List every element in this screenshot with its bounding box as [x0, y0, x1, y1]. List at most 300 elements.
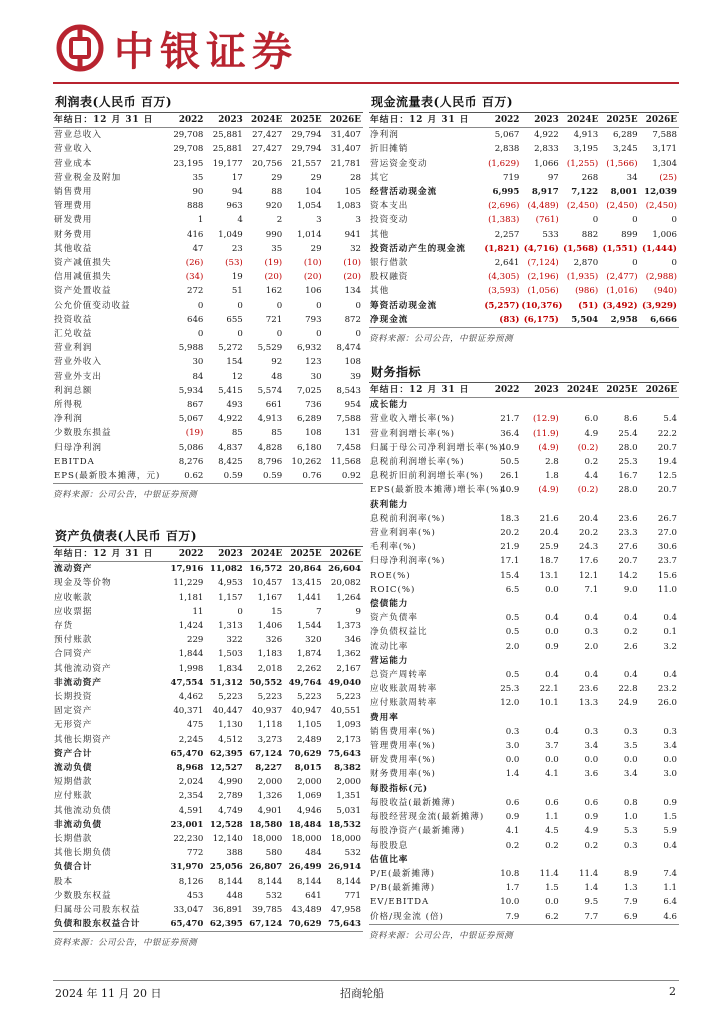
table-row — [369, 128, 679, 143]
cell-value: 4.5 — [545, 826, 559, 837]
cell-value: 2,489 — [296, 734, 322, 745]
cell-value: (3,929) — [641, 300, 677, 311]
cell-value: 0.59 — [223, 471, 243, 482]
cell-value: 1,049 — [218, 229, 243, 240]
footer-date: 2024 年 11 月 20 日 — [55, 987, 162, 1000]
table-row — [53, 199, 363, 213]
cell-value: 26,914 — [328, 862, 361, 873]
cell-value: 1,066 — [534, 158, 559, 169]
cell-value: 27,427 — [252, 144, 283, 155]
cell-value: 25.3 — [618, 457, 638, 468]
cell-value: 1.0 — [623, 812, 638, 823]
cell-value: 1,054 — [296, 201, 322, 212]
cell-value: 49,040 — [328, 677, 361, 688]
cell-value: 867 — [186, 400, 204, 411]
cell-value: 0.4 — [663, 840, 677, 851]
table-row — [369, 299, 679, 313]
table-row — [53, 775, 363, 789]
cell-value: 2,262 — [296, 663, 322, 674]
cell-value: 0.2 — [584, 840, 599, 851]
cell-value: 475 — [186, 720, 204, 731]
table-row — [369, 711, 679, 725]
cell-value: 22.2 — [657, 428, 677, 439]
cell-value: 5,223 — [336, 692, 361, 703]
cell-value: 2024E — [245, 547, 284, 562]
row-label: 其他 — [370, 286, 390, 297]
table-row — [53, 676, 363, 690]
row-label: 年结日：12 月 31 日 — [369, 383, 482, 398]
cell-value: 62,395 — [209, 919, 243, 930]
cell-value: 0 — [632, 215, 638, 226]
cell-value: 0.2 — [545, 840, 559, 851]
cell-value: 0.8 — [623, 797, 638, 808]
cell-value: 5,272 — [218, 343, 243, 354]
cell-value: 108 — [305, 428, 322, 439]
cell-value: 39,785 — [252, 905, 283, 916]
cell-value: 941 — [344, 229, 361, 240]
cell-value: (12.9) — [532, 414, 559, 425]
cell-value: 4,828 — [257, 442, 283, 453]
cell-value: 5,574 — [257, 385, 283, 396]
cell-value: 5,529 — [257, 343, 283, 354]
cell-value: 2022 — [482, 383, 521, 398]
cell-value: 4.6 — [663, 911, 677, 922]
cell-value: 20.2 — [500, 528, 520, 539]
cell-value: 0.0 — [663, 755, 677, 766]
cell-value: 2022 — [482, 113, 521, 128]
cell-value: 19.4 — [657, 457, 677, 468]
cell-value: 416 — [186, 229, 204, 240]
cell-value: 23.2 — [657, 684, 677, 695]
table-row — [369, 654, 679, 668]
cell-value: 49,764 — [288, 677, 322, 688]
table-row — [53, 875, 363, 889]
cell-value: 2023 — [521, 383, 560, 398]
table-row — [53, 704, 363, 718]
cell-value: 4,913 — [573, 130, 599, 141]
cell-value: 2,641 — [494, 258, 520, 269]
cell-value: 36,891 — [212, 905, 243, 916]
cell-value — [600, 711, 639, 725]
cell-value: 4,913 — [257, 414, 283, 425]
cell-value: (0.2) — [577, 442, 599, 453]
cell-value: 40.9 — [500, 442, 520, 453]
cell-value: 2025E — [284, 547, 323, 562]
table-row — [369, 597, 679, 611]
cell-value: 6.2 — [545, 911, 559, 922]
cell-value: 26.0 — [657, 698, 677, 709]
row-label: 资本支出 — [370, 201, 409, 212]
cell-value: 14.2 — [618, 570, 638, 581]
cell-value: 25,056 — [209, 862, 243, 873]
cell-value — [482, 498, 521, 512]
balance-source-note: 资料来源：公司公告，中银证券预测 — [53, 931, 363, 950]
cell-value: 0.4 — [584, 670, 599, 681]
cell-value: 25,881 — [212, 130, 243, 141]
cell-value: 31,970 — [170, 862, 204, 873]
row-label: 应付账款 — [54, 791, 93, 802]
cell-value: 882 — [581, 229, 599, 240]
table-row — [53, 142, 363, 156]
cell-value: 8,796 — [257, 456, 283, 467]
table-row — [369, 469, 679, 483]
cell-value — [482, 597, 521, 611]
cell-value: 2025E — [600, 113, 639, 128]
cell-value: 320 — [305, 635, 322, 646]
row-label: 投资活动产生的现金流 — [370, 243, 466, 254]
brand-name: 中银证券 — [114, 29, 298, 75]
cell-value: 90 — [192, 187, 204, 198]
cell-value: 2026E — [324, 113, 363, 128]
cell-value: 1.5 — [663, 812, 677, 823]
row-label: 公允价值变动收益 — [54, 300, 131, 311]
row-label: 资产合计 — [54, 748, 93, 759]
row-label: 财务费用率(%) — [370, 769, 436, 780]
cell-value: 899 — [621, 229, 638, 240]
cell-value: 23.6 — [579, 684, 599, 695]
cell-value: 15 — [271, 606, 283, 617]
table-row — [369, 157, 679, 171]
cell-value: 23,001 — [170, 819, 204, 830]
bank-of-china-logo-icon — [56, 24, 104, 72]
cell-value — [482, 782, 521, 796]
table-row — [369, 270, 679, 284]
cell-value: 6,180 — [296, 442, 322, 453]
cell-value: 0.4 — [545, 670, 559, 681]
cell-value: (7,124) — [527, 258, 559, 269]
cell-value: 70,629 — [288, 919, 322, 930]
table-row — [53, 242, 363, 256]
cell-value: 8,144 — [336, 876, 361, 887]
cell-value: 1,183 — [257, 649, 283, 660]
cell-value: 3,273 — [257, 734, 283, 745]
table-row — [369, 583, 679, 597]
cell-value: 0.59 — [263, 471, 283, 482]
cell-value: 0.0 — [505, 755, 520, 766]
table-row — [53, 662, 363, 676]
table-row — [369, 853, 679, 867]
page-header — [0, 0, 724, 90]
cell-value: 0.6 — [505, 797, 520, 808]
cell-value: 13.3 — [579, 698, 599, 709]
cell-value: 0.3 — [623, 840, 638, 851]
row-label: EPS(最新股本摊薄)增长率(%) — [370, 485, 504, 496]
cell-value: 2023 — [205, 113, 244, 128]
cell-value: 2022 — [166, 547, 205, 562]
table-row — [53, 733, 363, 747]
cell-value: 3.7 — [545, 741, 559, 752]
cell-value: 1,844 — [178, 649, 204, 660]
cell-value: 10.0 — [500, 897, 520, 908]
cell-value: 0.6 — [545, 797, 559, 808]
cell-value: 0.6 — [584, 797, 599, 808]
table-row — [369, 512, 679, 526]
cell-value: 326 — [265, 635, 283, 646]
cell-value: 2 — [276, 215, 283, 226]
cell-value: 162 — [265, 286, 283, 297]
cell-value — [600, 597, 639, 611]
cell-value: 0.3 — [505, 726, 520, 737]
cell-value: 75,643 — [328, 919, 361, 930]
table-row — [53, 157, 363, 171]
cell-value: 26,604 — [328, 564, 361, 575]
cell-value: 11,229 — [173, 578, 204, 589]
cell-value: 23.3 — [618, 528, 638, 539]
cell-value: 8,227 — [255, 763, 283, 774]
cell-value: 10.1 — [539, 698, 559, 709]
row-label: 筹资活动现金流 — [370, 300, 438, 311]
cell-value: 4,749 — [218, 805, 243, 816]
table-row — [369, 526, 679, 540]
cell-value: 1.4 — [505, 769, 520, 780]
cell-value: 17.6 — [579, 556, 599, 567]
table-row — [53, 313, 363, 327]
cell-value: 4,591 — [178, 805, 204, 816]
cell-value: 0 — [316, 329, 322, 340]
cell-value: 1,326 — [257, 791, 283, 802]
cell-value: 229 — [186, 635, 204, 646]
row-label: 投资变动 — [370, 215, 409, 226]
table-header-row — [369, 113, 679, 128]
cell-value: 11,082 — [209, 564, 243, 575]
cell-value: 40,371 — [173, 706, 204, 717]
cell-value: 0.4 — [663, 613, 677, 624]
cell-value — [521, 498, 560, 512]
table-row — [369, 839, 679, 853]
cell-value — [561, 597, 600, 611]
cell-value: 34 — [626, 172, 638, 183]
cell-value: 23,195 — [173, 158, 204, 169]
cell-value: 793 — [305, 314, 322, 325]
cell-value: 13,415 — [291, 578, 322, 589]
row-label: 归母净利润率(%) — [370, 556, 446, 567]
cell-value: (1,444) — [641, 243, 677, 254]
cell-value: 12,039 — [644, 187, 677, 198]
row-label: 年结日：12 月 31 日 — [369, 113, 482, 128]
table-row — [369, 242, 679, 256]
row-label: 管理费用 — [54, 201, 93, 212]
row-label: 长期借款 — [54, 834, 93, 845]
cell-value: 272 — [186, 286, 204, 297]
cell-value: 0 — [671, 258, 677, 269]
cell-value: 0.3 — [663, 726, 677, 737]
table-row — [53, 185, 363, 199]
row-label: 其它 — [370, 172, 390, 183]
row-label: 成长能力 — [370, 400, 409, 411]
cell-value: 43,489 — [291, 905, 322, 916]
table-row — [53, 832, 363, 846]
income-statement-title: 利润表(人民币 百万) — [53, 92, 363, 113]
table-row — [369, 199, 679, 213]
cell-value: 123 — [305, 357, 322, 368]
cell-value: 6,289 — [296, 414, 322, 425]
table-row — [369, 881, 679, 895]
cell-value: 3.2 — [663, 641, 677, 652]
cell-value: 2.0 — [584, 641, 599, 652]
cell-value: 2,789 — [218, 791, 243, 802]
cell-value: 48 — [271, 371, 283, 382]
row-label: 营业利润增长率(%) — [370, 428, 456, 439]
table-header-row — [369, 383, 679, 398]
cell-value: 7.9 — [623, 897, 638, 908]
row-label: 股权融资 — [370, 272, 409, 283]
table-row — [369, 625, 679, 639]
cell-value: (10) — [343, 258, 361, 269]
cell-value: 4.9 — [584, 428, 599, 439]
financial-ratios-table — [369, 383, 679, 924]
cell-value: (3,492) — [602, 300, 638, 311]
cell-value — [482, 711, 521, 725]
cell-value — [600, 853, 639, 867]
cell-value: 84 — [192, 371, 204, 382]
cell-value: 2,838 — [494, 144, 520, 155]
cell-value: 28.0 — [618, 442, 638, 453]
cell-value: 19,177 — [212, 158, 243, 169]
cell-value: 0.3 — [584, 726, 599, 737]
row-label: 负债和股东权益合计 — [54, 919, 141, 930]
row-label: 其他长期资产 — [54, 734, 112, 745]
cell-value: 1,351 — [336, 791, 361, 802]
cell-value: 11,568 — [330, 456, 361, 467]
cell-value: 1 — [197, 215, 204, 226]
table-row — [53, 228, 363, 242]
cell-value: (51) — [578, 300, 599, 311]
table-row — [53, 441, 363, 455]
row-label: 营业收入 — [54, 144, 93, 155]
cell-value: 67,124 — [249, 919, 283, 930]
cell-value: 8,001 — [610, 187, 638, 198]
table-row — [53, 562, 363, 577]
cell-value — [521, 654, 560, 668]
cell-value: 40,447 — [212, 706, 243, 717]
cell-value: 0.0 — [545, 755, 559, 766]
cell-value: (4,716) — [523, 243, 559, 254]
cell-value: 721 — [265, 314, 283, 325]
table-row — [53, 128, 363, 143]
financial-ratios-title: 财务指标 — [369, 362, 679, 383]
cell-value: 65,470 — [170, 919, 204, 930]
row-label: 获利能力 — [370, 499, 409, 510]
income-source-note: 资料来源：公司公告，中银证券预测 — [53, 483, 363, 502]
cell-value: 5,988 — [178, 343, 204, 354]
table-row — [53, 647, 363, 661]
row-label: 非流动负债 — [54, 819, 102, 830]
cell-value: 19 — [231, 272, 243, 283]
cell-value: 0.1 — [663, 627, 677, 638]
cell-value: 7.4 — [663, 868, 677, 879]
cell-value: 25.9 — [539, 542, 559, 553]
cell-value: 532 — [344, 848, 361, 859]
row-label: 其他流动负债 — [54, 805, 112, 816]
cell-value: (1,016) — [606, 286, 638, 297]
cell-value: 6.4 — [663, 897, 677, 908]
row-label: ROE(%) — [370, 570, 411, 581]
cell-value: 24.3 — [579, 542, 599, 553]
cell-value: 0.0 — [584, 755, 599, 766]
cell-value — [561, 853, 600, 867]
table-row — [53, 355, 363, 369]
cell-value: 18,000 — [252, 834, 283, 845]
cash-flow-source-note: 资料来源：公司公告，中银证券预测 — [369, 327, 679, 346]
cell-value: 1.5 — [545, 883, 559, 894]
row-label: 营业成本 — [54, 158, 93, 169]
cell-value: 1,406 — [257, 621, 283, 632]
cell-value: 0.4 — [545, 613, 559, 624]
cell-value: 9.5 — [584, 897, 599, 908]
table-row — [369, 256, 679, 270]
cell-value: 70,629 — [288, 748, 322, 759]
cell-value: (4.9) — [538, 485, 559, 496]
row-label: 销售费用 — [54, 187, 93, 198]
cell-value: (1,255) — [566, 158, 599, 169]
cell-value: 2,257 — [494, 229, 520, 240]
cell-value: 2,000 — [257, 777, 283, 788]
cell-value: 4,901 — [257, 805, 283, 816]
cell-value: (4,489) — [527, 201, 559, 212]
cell-value: 21.6 — [539, 513, 559, 524]
cell-value: 8.9 — [623, 868, 638, 879]
row-label: 固定资产 — [54, 706, 93, 717]
row-label: 负债合计 — [54, 862, 93, 873]
cell-value: 4,512 — [218, 734, 243, 745]
cell-value: 4.1 — [545, 769, 559, 780]
cell-value: 33,047 — [173, 905, 204, 916]
cell-value: 1,834 — [218, 663, 243, 674]
cell-value: 0.5 — [505, 670, 520, 681]
row-label: 净利润 — [54, 414, 83, 425]
cell-value: 18,532 — [328, 819, 361, 830]
cell-value: 2,245 — [178, 734, 204, 745]
cell-value: 646 — [186, 314, 204, 325]
cell-value: 0 — [632, 258, 638, 269]
cell-value: (6,175) — [523, 314, 559, 325]
cell-value: 1,130 — [218, 720, 243, 731]
row-label: 少数股东权益 — [54, 890, 112, 901]
cell-value: 3.4 — [663, 741, 677, 752]
cell-value: 580 — [265, 848, 283, 859]
cell-value — [561, 782, 600, 796]
cell-value: 4 — [237, 215, 243, 226]
cell-value: 29 — [310, 243, 322, 254]
table-row — [53, 619, 363, 633]
cell-value: 6,932 — [296, 343, 322, 354]
income-statement-table — [53, 113, 363, 483]
cell-value: 154 — [226, 357, 243, 368]
cell-value: 3 — [316, 215, 322, 226]
cell-value: 16.7 — [618, 471, 638, 482]
cell-value: 2.8 — [545, 457, 559, 468]
cell-value: 453 — [186, 890, 204, 901]
cell-value — [521, 782, 560, 796]
table-row — [53, 384, 363, 398]
cell-value: (1,383) — [488, 215, 520, 226]
cell-value — [521, 398, 560, 413]
cell-value: 772 — [186, 848, 204, 859]
cell-value: 1.1 — [545, 812, 559, 823]
table-row — [53, 860, 363, 874]
cell-value — [640, 782, 679, 796]
row-label: 其他流动资产 — [54, 663, 112, 674]
cell-value: 8,015 — [294, 763, 322, 774]
cell-value: 0.0 — [545, 897, 559, 908]
cell-value: 2,354 — [178, 791, 204, 802]
cell-value: (1,821) — [484, 243, 520, 254]
row-label: P/B(最新摊薄) — [370, 883, 436, 894]
ratios-source-note: 资料来源：公司公告，中银证券预测 — [369, 924, 679, 943]
cell-value: 954 — [344, 400, 361, 411]
cell-value: 7,122 — [571, 187, 599, 198]
cell-value: 18,000 — [291, 834, 322, 845]
